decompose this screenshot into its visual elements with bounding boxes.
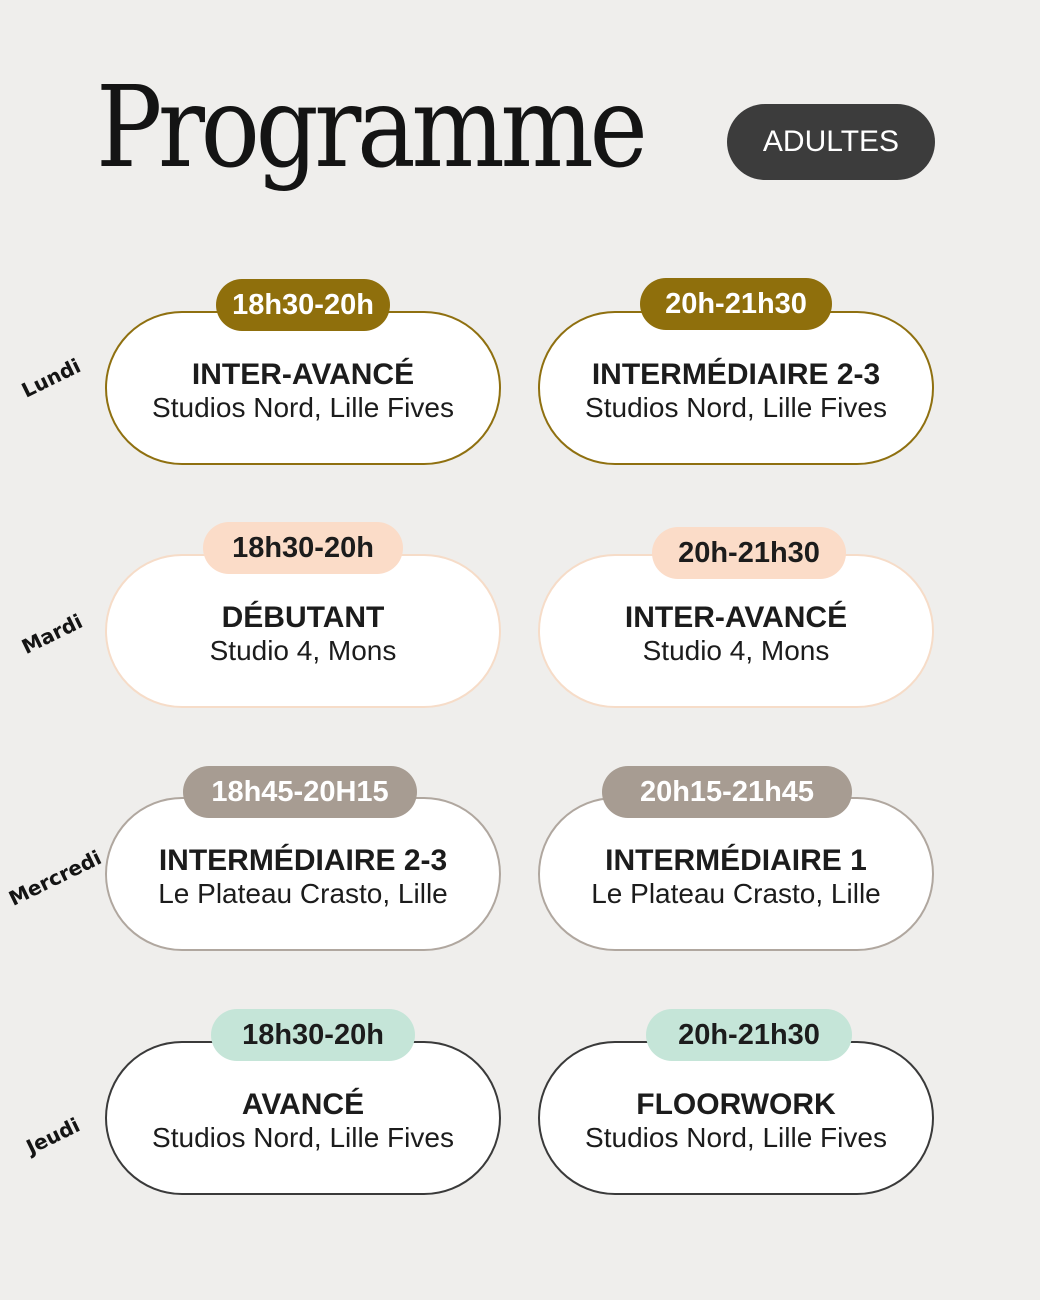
session-place: Le Plateau Crasto, Lille (591, 878, 881, 909)
day-label-lundi: Lundi (17, 353, 85, 403)
day-label-mercredi: Mercredi (4, 845, 106, 911)
session-level: INTER-AVANCÉ (191, 358, 415, 391)
day-label-mardi: Mardi (17, 609, 87, 659)
session-level: INTERMÉDIAIRE 2-3 (591, 358, 881, 391)
session-time-badge: 20h15-21h45 (602, 766, 852, 818)
session-level: AVANCÉ (241, 1088, 365, 1121)
session-place: Studio 4, Mons (642, 635, 830, 666)
session-time-badge: 18h30-20h (211, 1009, 415, 1061)
session-card[interactable] (105, 554, 501, 708)
page-title: Programme (96, 63, 644, 193)
session-card[interactable] (105, 311, 501, 465)
session-level: INTERMÉDIAIRE 2-3 (158, 844, 448, 877)
session-time-badge: 20h-21h30 (640, 278, 832, 330)
session-place: Studios Nord, Lille Fives (152, 1122, 454, 1153)
session-card[interactable] (538, 1041, 934, 1195)
session-level: FLOORWORK (636, 1088, 836, 1121)
session-place: Le Plateau Crasto, Lille (158, 878, 448, 909)
audience-badge: ADULTES (727, 104, 935, 180)
session-card[interactable] (105, 797, 501, 951)
session-place: Studios Nord, Lille Fives (152, 392, 454, 423)
session-place: Studios Nord, Lille Fives (585, 1122, 887, 1153)
session-level: INTERMÉDIAIRE 1 (605, 844, 867, 877)
session-place: Studio 4, Mons (209, 635, 397, 666)
session-level: DÉBUTANT (221, 601, 385, 634)
session-card[interactable] (105, 1041, 501, 1195)
session-time-badge: 18h45-20H15 (183, 766, 417, 818)
session-time-badge: 18h30-20h (216, 279, 390, 331)
session-time-badge: 18h30-20h (203, 522, 403, 574)
session-card[interactable] (538, 797, 934, 951)
day-label-jeudi: Jeudi (22, 1112, 84, 1160)
session-time-badge: 20h-21h30 (646, 1009, 852, 1061)
session-level: INTER-AVANCÉ (624, 601, 848, 634)
session-time-badge: 20h-21h30 (652, 527, 846, 579)
session-card[interactable] (538, 311, 934, 465)
session-place: Studios Nord, Lille Fives (585, 392, 887, 423)
